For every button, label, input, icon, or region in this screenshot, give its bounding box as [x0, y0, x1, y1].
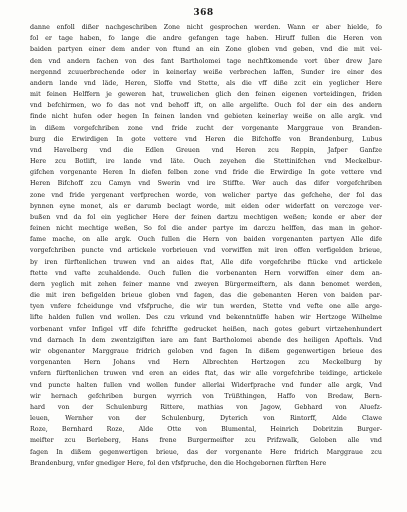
text-line: finde nicht hufen oder hegen In feinen landen vnd gebieten keinerlay weiße on alle argk. vnd	[30, 113, 382, 121]
text-line: vorgenanten Hern Johans vnd Hern Albrechten Hertzogen zcu Meckelburg by	[30, 359, 382, 367]
text-line: by iren fürftenlichen truwen vnd an aides ftat, Alle dife vorgefchribe ftücke vnd artickele	[30, 258, 382, 266]
text-line: meifter zcu Berleberg, Hans frene Burgermeifter zcu Prifzwalk, Geloben alle vnd	[30, 437, 382, 445]
text-line: fame mache, on alle argk. Ouch fullen die Hern von baiden vorgenanten partyen Alle dife	[30, 236, 382, 244]
text-line: zone vnd fride yergenant verfprechen worde, von welicher partye das gefchehe, der fol das	[30, 191, 382, 199]
text-line: danne enfoll dißer nachgeschriben Zone nicht gesprochen werden. Wann er aber hielde, fo	[30, 24, 382, 31]
text-line: andern lande vnd läde, Heren, Sloffe vnd Stette, als die vff diße zcit ein yeglicher Here	[30, 79, 382, 87]
text-line: mit feinen Helffern je geweren hat, truwelichen glich den feinen eigenen vorteidingen, friden	[30, 91, 382, 99]
text-line: Roze, Bernhard Roze, Alde Otte von Blumental, Heinrich Dobritzin Burger-	[30, 426, 382, 434]
text-line: in dißem vorgefchriben zone vnd fride zucht der vorgenante Marggraue von Branden-	[30, 124, 382, 132]
text-line: bynnen eyne monet, als er darumb beclagt worde, mit eiden oder widerfatt on verczoge ver-	[30, 202, 382, 210]
text-line: tyen vnfere fcheidunge vnd vfsfpruche, die wir tun werden, Stette vnd vefte one alle arge-	[30, 303, 382, 311]
text-line: burg die Erwirdigen In gote vettere vnd Heren die Bifchoffe von Brandenburg, Lubus	[30, 135, 382, 143]
text-line: vorbenant vnfer Infigel vff dife fchriffte gedrucket heißen, nach gotes geburt virtzehenhundert	[30, 325, 382, 333]
body-text	[30, 22, 382, 469]
text-line: Here zcu Botlift, ire lande vnd läte. Ouch zeyehen die Stettinifchen vnd Meckelbur-	[30, 158, 382, 166]
text-line: vnd puncte halten fullen vnd wollen funder allerlai Widerfprache vnd funder alle argk, Vnd	[30, 381, 382, 389]
text-line: vorgefchriben puncte vnd artickele vorbrieuen vnd vorwiffen mit iren offen verfigelden brieue,	[30, 247, 382, 255]
text-line: feinen nicht mechtige weßen, So fol die ander partye im darczu helffen, das man in gehor-	[30, 225, 382, 233]
text-line: gifchen vorgenante Heren In diefen felben zone vnd fride die Erwirdige In gote vettere vnd	[30, 169, 382, 177]
text-line: lifte halden fullen vnd wollen. Des czu vrkund vnd bekenntnüffe haben wir Hertzoge Wilhelme	[30, 314, 382, 322]
text-line: vnd darnach In dem zwentzigiften iare am fant Bartholomei abende des heiligen Apoftels. Vnd	[30, 336, 382, 344]
text-line: bußen vnd da fol ein yeglicher Here der feinen dartzu mechtigen weßen; konde er aber der	[30, 213, 382, 221]
text-line: die mit iren befigelden brieue globen vnd fagen, das die gebenanten Heren von baiden par-	[30, 292, 382, 300]
page-number: 368	[193, 8, 214, 18]
text-line: fagen In dißem gegenwertigen brieue, das der vorgenante Here fridrich Marggraue zcu	[30, 448, 382, 456]
text-line: den vnd andern fachen von des fant Bartholomei tage nechftkomende vort über drew Jare	[30, 57, 382, 65]
text-line: vnd Havelberg vnd die Edlen Greuen vnd Heren zcu Reppin, Jafper Ganfze	[30, 146, 382, 154]
text-line: vnd befchirmen, wo fo das not vnd behoff ift, on alle argelifte. Ouch fol der ein des andern	[30, 102, 382, 110]
text-line: Brandenburg, vnfer gnediger Here, fol den vfsfpruche, den die Hochgebornen fürften Here	[30, 459, 327, 467]
text-line: fol er tage haben, fo lange die andre gefangen tage haben. Hiruff fullen die Heren von	[30, 35, 382, 43]
text-line: baiden partyen einer dem ander von ftund an ein Zone globen vnd geben, vnd die mit vei-	[30, 46, 382, 54]
text-line: hard von der Schulenburg Rittere, mathias von Jagow, Gebhard von Aluefz-	[30, 403, 382, 411]
text-line: vnfern fürftenlichen truwen vnd eren an eides ftat, das wir alle vorgefchribe teidinge, artickele	[30, 370, 382, 378]
text-line: nergennd zcuuerbrechende oder in keinerlay weiße verbrechen laffen, Sunder ire einer des	[30, 68, 382, 76]
text-line: wir obgenanter Marggraue fridrich geloben vnd fagen In dißem gegenwertigen brieue des	[30, 347, 382, 355]
text-line: ftette vnd vafte zcuhaldende. Ouch fullen die vorbenanten Hern vorwiffen einer dem an-	[30, 269, 382, 277]
text-line: Heren Bifchoff zcu Camyn vnd Swerin vnd ire Stiffte. Wer auch das difer vorgefchriben	[30, 180, 382, 188]
text-line: dern yeglich mit zehen feiner manne vnd zweyen Bürgermeiftern, als dann benomet werden,	[30, 280, 382, 288]
text-line: leuen, Wernher von der Schulenburg, Dyterich von Rintorff, Alde Clawe	[30, 415, 382, 423]
text-line: wir hernach gefchriben burgen wyrrich von Trüßthingen, Haffo von Bredaw, Bern-	[30, 392, 382, 400]
